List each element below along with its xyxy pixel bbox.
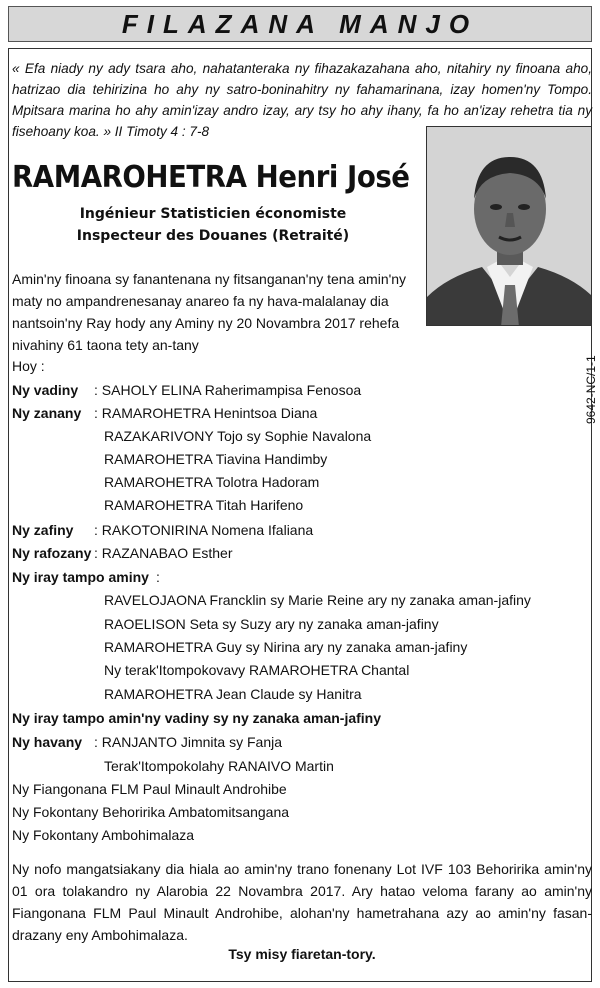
iray-tampo-name: Ny terak'Itompokovavy RAMAROHETRA Chantal [104,662,410,678]
zanany-name: : RAMAROHETRA Henintsoa Diana [94,405,318,421]
announcement-text: Amin'ny finoana sy fanantenana ny fitsanganan'ny tena amin'ny maty no ampandrenesanay anareo fa ny hava-malalanay dia nantsoin'ny Ray hody any Aminy ny 20 Novambra 2017 rehefa nivahiny 61 taona tety an-tany [12,271,407,353]
vadiny-name: : SAHOLY ELINA Raherimampisa Fenosoa [94,382,362,398]
rafozany-label: Ny rafozany [12,545,92,561]
vadiny-label: Ny vadiny [12,382,79,398]
portrait-image [427,127,592,326]
deceased-name: RAMAROHETRA Henri José [12,160,410,195]
zanany-label: Ny zanany [12,405,82,421]
iray-tampo-label: Ny iray tampo aminy [12,569,149,585]
iray-tampo-colon: : [156,569,160,585]
havany-name: Terak'Itompokolahy RANAIVO Martin [104,758,334,774]
fokontany-line: Ny Fokontany Ambohimalaza [12,827,195,843]
deceased-title-1: Ingénieur Statisticien économiste [79,206,347,222]
bible-quote: « Efa niady ny ady tsara aho, nahatanteraka ny fihazakazahana aho, nitahiry ny finoana aho, hatrizao dia tehirizina ho ahy ny satro-boninahitry ny fahamarinana, izay homen'ny Tompo. Mpitsara marina ho ahy amin'izay andro izay, ary tsy ho ahy ihany, fa ho an'izay rehetra tia ny fisehoany koa. » II Timoty 4 : 7-8 [12,61,592,139]
hoy-label: Hoy : [12,358,45,374]
fokontany-line: Ny Fokontany Behoririka Ambatomitsangana [12,804,290,820]
ad-reference-code: 9642-NC/1-1 [584,355,598,424]
iray-tampo-name: RAVELOJAONA Francklin sy Marie Reine ary ny zanaka aman-jafiny [104,592,531,608]
iray-tampo-name: RAOELISON Seta sy Suzy ary ny zanaka aman-jafiny [104,616,439,632]
zafiny-name: : RAKOTONIRINA Nomena Ifaliana [94,522,314,538]
closing-note: Tsy misy fiaretan-tory. [228,946,376,962]
zanany-name: RAMAROHETRA Tiavina Handimby [104,451,328,467]
deceased-title-2: Inspecteur des Douanes (Retraité) [76,228,350,244]
portrait-photo [426,126,592,326]
zanany-name: RAMAROHETRA Titah Harifeno [104,497,304,513]
header-banner [8,6,592,42]
funeral-details: Ny nofo mangatsiakany dia hiala ao amin'ny trano fonenany Lot IVF 103 Behoririka amin'ny 01 ora tolakandro ny Alarobia 22 Novambra 2017. Ary hatao veloma farany ao amin'ny Fiangonana FLM Paul Minault Androhibe, alohan'ny hametrahana azy ao amin'ny fasan-drazany eny Ambohimalaza. [12,861,592,943]
havany-label: Ny havany [12,734,83,750]
zanany-name: RAMAROHETRA Tolotra Hadoram [104,474,320,490]
iray-tampo-name: RAMAROHETRA Guy sy Nirina ary ny zanaka aman-jafiny [104,639,468,655]
iray-tampo-name: RAMAROHETRA Jean Claude sy Hanitra [104,686,362,702]
fiangonana-line: Ny Fiangonana FLM Paul Minault Androhibe [12,781,287,797]
zanany-name: RAZAKARIVONY Tojo sy Sophie Navalona [104,428,372,444]
iray-tampo-vadiny: Ny iray tampo amin'ny vadiny sy ny zanaka aman-jafiny [12,710,382,726]
header-title: FILAZANA MANJO [121,8,479,39]
zafiny-label: Ny zafiny [12,522,74,538]
rafozany-name: : RAZANABAO Esther [94,545,233,561]
havany-name: : RANJANTO Jimnita sy Fanja [94,734,283,750]
